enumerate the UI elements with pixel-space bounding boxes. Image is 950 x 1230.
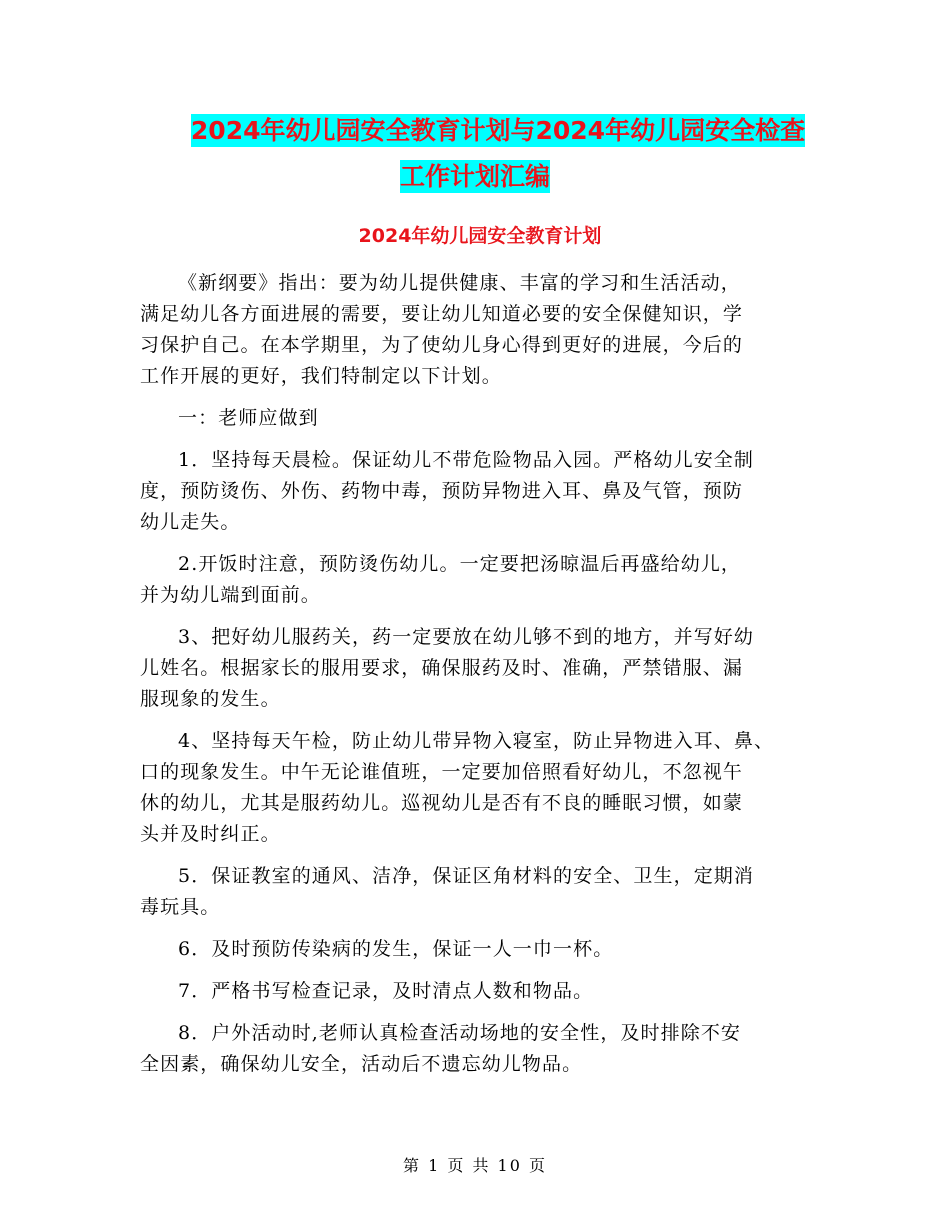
paragraph-line: 3、把好幼儿服药关，药一定要放在幼儿够不到的地方，并写好幼 [178, 626, 754, 648]
paragraph [140, 726, 812, 850]
paragraph [140, 976, 812, 1007]
paragraph-line: 满足幼儿各方面进展的需要，要让幼儿知道必要的安全保健知识，学 [140, 303, 744, 325]
title-line-1: 2024年幼儿园安全教育计划与2024年幼儿园安全检查 [190, 116, 806, 145]
paragraph-line: 工作开展的更好，我们特制定以下计划。 [140, 365, 502, 387]
paragraph [140, 934, 812, 965]
paragraph [140, 861, 812, 923]
paragraph-line: 《新纲要》指出：要为幼儿提供健康、丰富的学习和生活活动， [178, 272, 741, 294]
paragraph [140, 403, 812, 434]
paragraph-line: 儿姓名。根据家长的服用要求，确保服药及时、准确，严禁错服、漏 [140, 657, 744, 679]
paragraph-line: 6．及时预防传染病的发生，保证一人一巾一杯。 [178, 938, 614, 960]
document-title [0, 108, 950, 200]
paragraph-line: 1．坚持每天晨检。保证幼儿不带危险物品入园。严格幼儿安全制 [178, 449, 754, 471]
body-text [140, 268, 812, 1091]
paragraph-line: 度，预防烫伤、外伤、药物中毒，预防异物进入耳、鼻及气管，预防 [140, 480, 744, 502]
paragraph-line: 休的幼儿，尤其是服药幼儿。巡视幼儿是否有不良的睡眠习惯，如蒙 [140, 792, 744, 814]
paragraph-line: 4、坚持每天午检，防止幼儿带异物入寝室，防止异物进入耳、鼻、 [178, 730, 775, 752]
paragraph-line: 头并及时纠正。 [140, 823, 281, 845]
paragraph [140, 622, 812, 715]
paragraph-line: 服现象的发生。 [140, 688, 281, 710]
page-footer: 第 1 页 共 10 页 [403, 1156, 547, 1175]
paragraph [140, 549, 812, 611]
paragraph-line: 5．保证教室的通风、洁净，保证区角材料的安全、卫生，定期消 [178, 865, 754, 887]
paragraph-line: 口的现象发生。中午无论谁值班，一定要加倍照看好幼儿，不忽视午 [140, 761, 744, 783]
paragraph [140, 1018, 812, 1080]
paragraph [140, 268, 812, 392]
paragraph-line: 全因素，确保幼儿安全，活动后不遗忘幼儿物品。 [140, 1053, 583, 1075]
section-title: 2024年幼儿园安全教育计划 [358, 225, 602, 247]
paragraph-line: 一：老师应做到 [178, 407, 319, 429]
paragraph-line: 2.开饭时注意，预防烫伤幼儿。一定要把汤晾温后再盛给幼儿， [178, 553, 742, 575]
paragraph-line: 习保护自己。在本学期里，为了使幼儿身心得到更好的进展，今后的 [140, 334, 744, 356]
paragraph [140, 445, 812, 538]
paragraph-line: 并为幼儿端到面前。 [140, 584, 321, 606]
paragraph-line: 幼儿走失。 [140, 511, 241, 533]
paragraph-line: 7．严格书写检查记录，及时清点人数和物品。 [178, 980, 594, 1002]
title-line-2: 工作计划汇编 [399, 162, 550, 191]
paragraph-line: 毒玩具。 [140, 896, 221, 918]
paragraph-line: 8．户外活动时,老师认真检查活动场地的安全性，及时排除不安 [178, 1022, 742, 1044]
